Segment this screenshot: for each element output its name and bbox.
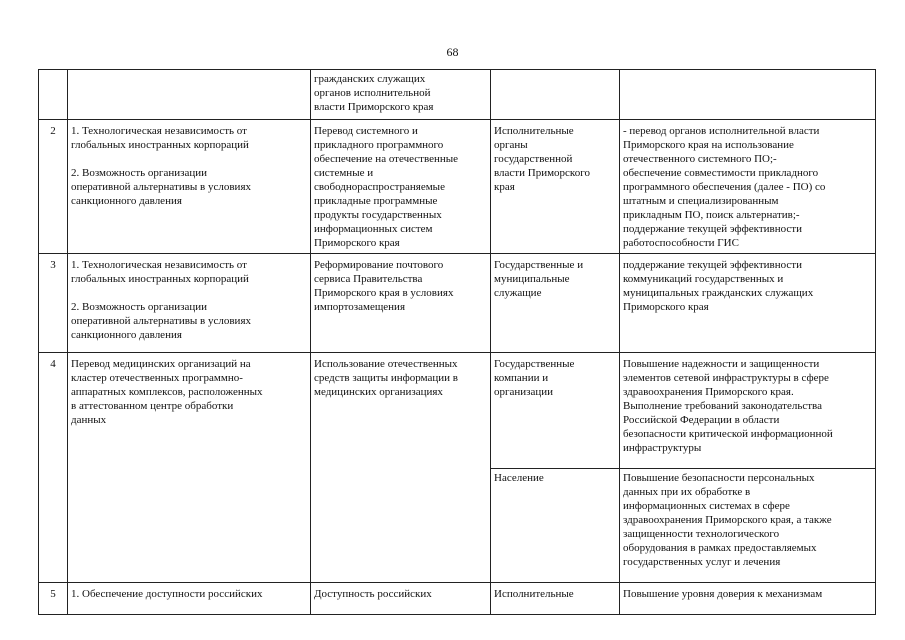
table-row-continuation [39,70,876,120]
cell-participants: Население [491,469,620,583]
cell-effects [620,70,876,120]
cell-effects: Повышение уровня доверия к механизмам [620,583,876,615]
cell-task: Реформирование почтового сервиса Правительства Приморского края в условиях импортозамещения [311,254,491,353]
cell-problem: 1. Технологическая независимость от глобальных иностранных корпораций 2. Возможность организации оперативной альтернативы в условиях санкционного давления [68,254,311,353]
cell-number: 4 [39,353,68,583]
cell-number [39,70,68,120]
table-row [39,120,876,254]
measures-table [38,69,876,615]
cell-problem [68,70,311,120]
table-row [39,353,876,469]
cell-participants: Государственные компании и организации [491,353,620,469]
cell-participants: Государственные и муниципальные служащие [491,254,620,353]
cell-number: 5 [39,583,68,615]
cell-participants: Исполнительные [491,583,620,615]
cell-problem: 1. Обеспечение доступности российских [68,583,311,615]
cell-task: Доступность российских [311,583,491,615]
cell-number: 2 [39,120,68,254]
cell-task: Использование отечественных средств защиты информации в медицинских организациях [311,353,491,583]
table-row [39,583,876,615]
cell-participants: Исполнительные органы государственной власти Приморского края [491,120,620,254]
table-row [39,254,876,353]
cell-task: гражданских служащих органов исполнительной власти Приморского края [311,70,491,120]
cell-number: 3 [39,254,68,353]
cell-problem: 1. Технологическая независимость от глобальных иностранных корпораций 2. Возможность организации оперативной альтернативы в условиях санкционного давления [68,120,311,254]
cell-task: Перевод системного и прикладного программного обеспечение на отечественные системные и свободнораспространяемые прикладные программные продукты государственных информационных систем Приморского края [311,120,491,254]
cell-problem: Перевод медицинских организаций на кластер отечественных программно- аппаратных комплексов, расположенных в аттестованном центре обработки данных [68,353,311,583]
page-number: 68 [446,45,459,59]
cell-effects: - перевод органов исполнительной власти Приморского края на использование отечественного системного ПО;- обеспечение совместимости прикладного программного обеспечения (далее - ПО) со штатным и специализированным прикладным ПО, поиск альтернатив;- поддержание текущей эффективности работоспособности ГИС [620,120,876,254]
cell-effects: поддержание текущей эффективности коммуникаций государственных и муниципальных гражданских служащих Приморского края [620,254,876,353]
cell-effects: Повышение надежности и защищенности элементов сетевой инфраструктуры в сфере здравоохранения Приморского края. Выполнение требований законодательства Российской Федерации в области безопасности критической информационной инфраструктуры [620,353,876,469]
cell-participants [491,70,620,120]
cell-effects: Повышение безопасности персональных данных при их обработке в информационных системах в сфере здравоохранения Приморского края, а также защищенности технологического оборудования в рамках предоставляемых государственных услуг и лечения [620,469,876,583]
